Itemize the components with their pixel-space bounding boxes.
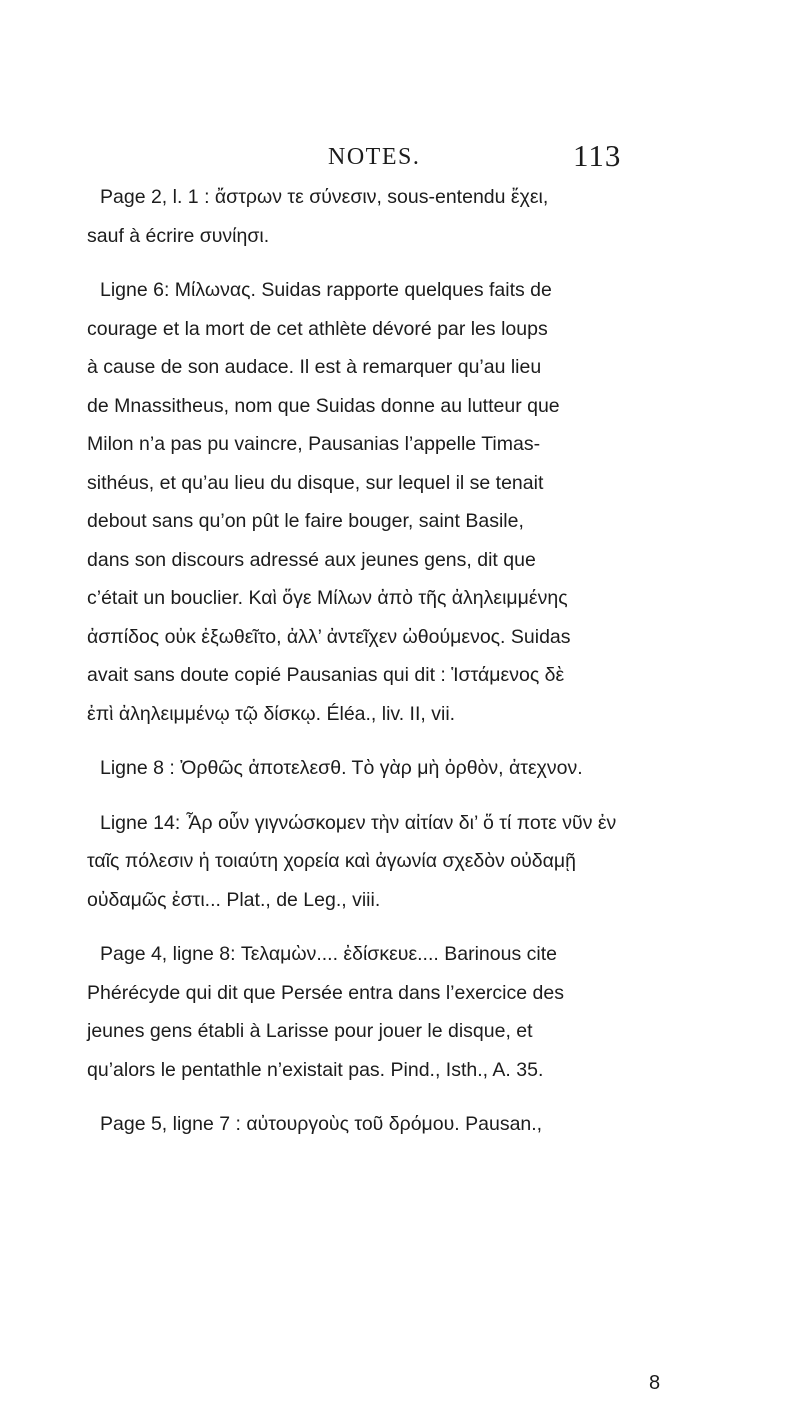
catchword: 8 [649, 1372, 661, 1394]
note-ligne-6 [87, 271, 727, 733]
note-line: ἐπὶ ἀληλειμμένῳ τῷ δίσκῳ. Éléa., liv. II, vii. [87, 702, 456, 725]
note-ligne-8 [87, 749, 727, 788]
note-line: Milon n’a pas pu vaincre, Pausanias l’appelle Timas- [87, 433, 541, 455]
note-line: courage et la mort de cet athlète dévoré par les loups [87, 317, 548, 340]
note-ligne-14 [87, 804, 727, 920]
note-line: Page 2, l. 1 : ἄστρων τε σύνεσιν, sous-entendu ἔχει, [100, 186, 549, 208]
note-line: Phérécyde qui dit que Persée entra dans l’exercice des [87, 981, 564, 1004]
note-line: debout sans qu’on pût le faire bouger, saint Basile, [87, 510, 524, 532]
note-line: dans son discours adressé aux jeunes gens, dit que [87, 548, 536, 571]
note-line: c’était un bouclier. Καὶ ὅγε Μίλων ἀπὸ τῆς ἀληλειμμένης [87, 587, 568, 609]
note-line: οὐδαμῶς ἐστι... Plat., de Leg., viii. [87, 888, 381, 911]
note-line: de Mnassitheus, nom que Suidas donne au lutteur que [87, 394, 560, 417]
note-line: sithéus, et qu’au lieu du disque, sur lequel il se tenait [87, 471, 544, 494]
note-line: Ligne 6: Μίλωνας. Suidas rapporte quelques faits de [100, 279, 552, 301]
note-line: Page 5, ligne 7 : αὐτουργοὺς τοῦ δρόμου. Pausan., [100, 1113, 543, 1135]
note-line: sauf à écrire συνίησι. [87, 224, 270, 247]
note-line: jeunes gens établi à Larisse pour jouer le disque, et [87, 1020, 533, 1042]
note-line: avait sans doute copié Pausanias qui dit : Ἱστάμενος δὲ [87, 664, 565, 686]
running-head-title: NOTES. [328, 144, 421, 170]
note-line: Ligne 14: Ἆρ οὖν γιγνώσκομεν τὴν αἰτίαν δι’ ὅ τί ποτε νῦν ἐν [100, 811, 617, 834]
note-line: qu’alors le pentathle n’existait pas. Pind., Isth., A. 35. [87, 1058, 544, 1081]
page-number: 113 [573, 138, 622, 173]
note-page-5-ligne-7 [87, 1105, 727, 1144]
note-page-4-ligne-8 [87, 935, 727, 1089]
note-page-2-line-1 [87, 178, 727, 255]
running-head [0, 138, 800, 178]
note-line: Ligne 8 : Ὀρθῶς ἀποτελεσθ. Τὸ γὰρ μὴ ὀρθὸν, ἀτεχνον. [100, 757, 583, 779]
notes-body [87, 178, 727, 1160]
note-line: à cause de son audace. Il est à remarquer qu’au lieu [87, 356, 542, 378]
note-line: ταῖς πόλεσιν ἡ τοιαύτη χορεία καὶ ἀγωνία σχεδὸν οὐδαμῇ [87, 850, 576, 872]
note-line: ἀσπίδος οὐκ ἐξωθεῖτο, ἀλλ’ ἀντεῖχεν ὠθούμενος. Suidas [87, 625, 571, 648]
note-line: Page 4, ligne 8: Τελαμὼν.... ἐδίσκευε.... Barinous cite [100, 943, 557, 965]
